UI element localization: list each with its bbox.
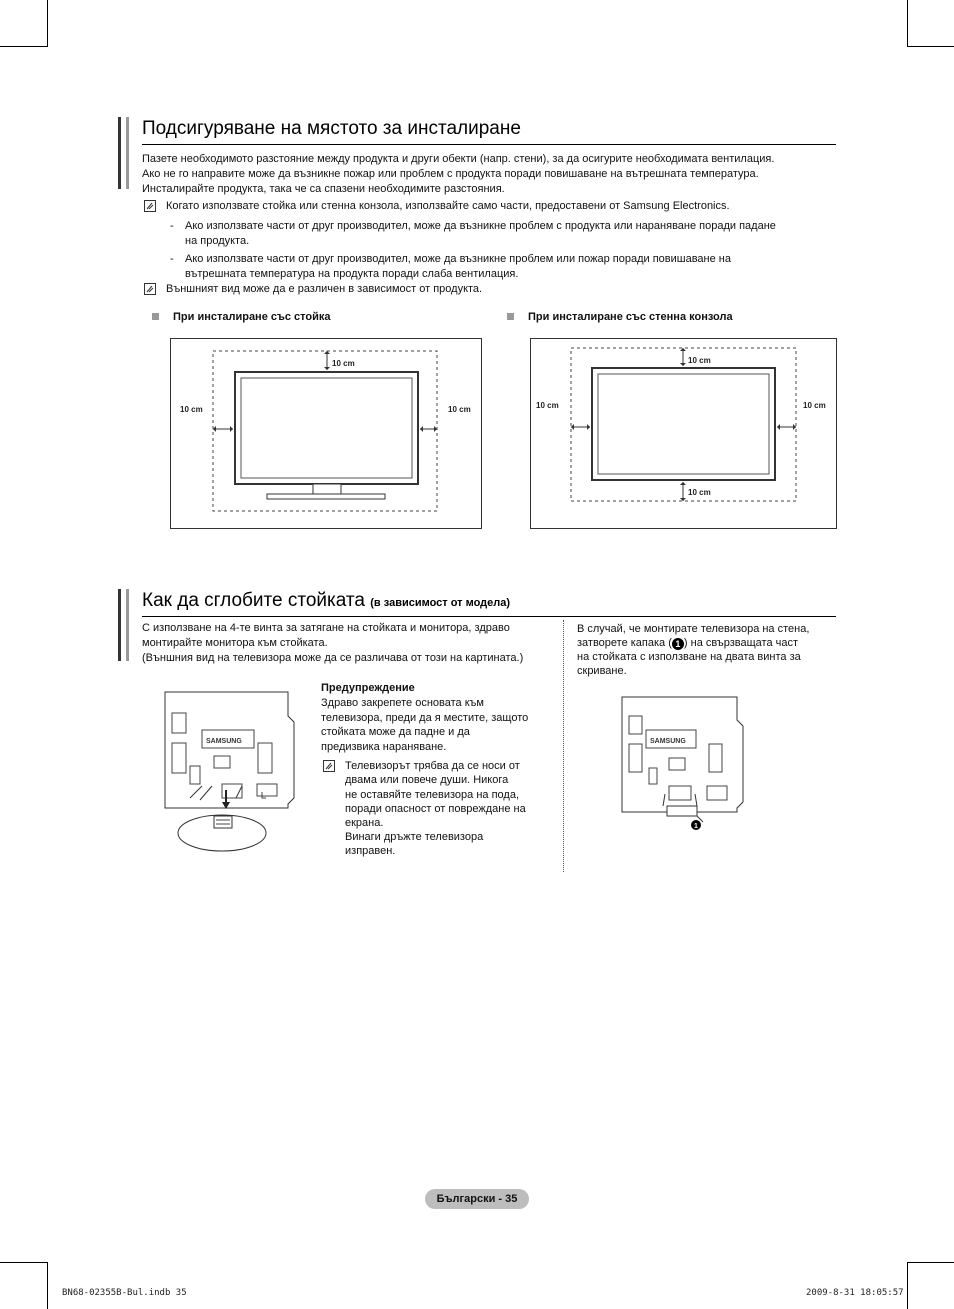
intro-line: Пазете необходимото разстояние между продукта и други обекти (напр. стени), за да осигурите необходимата вентилация. [142,153,775,165]
warning-note: не оставяйте телевизора на пода, [345,789,520,801]
svg-text:SAMSUNG: SAMSUNG [206,738,242,745]
warning-note: поради опасност от повреждане на [345,803,526,815]
dash-bullet: - [170,253,174,265]
section-title: Как да сглобите стойката (в зависимост от модела) [142,590,511,611]
dim-right: 10 cm [448,405,471,414]
warning-text: стойката може да падне и да [321,726,470,738]
svg-text:1: 1 [694,823,698,830]
dim-right: 10 cm [803,401,826,410]
section-subtitle: (в зависимост от модела) [370,597,511,609]
column-divider [563,620,564,872]
dash-bullet: - [170,220,174,232]
section-marker [126,589,129,661]
wall-cover-text: В случай, че монтирате телевизора на стена, [577,623,810,635]
wall-cover-illustration [619,694,749,834]
tv-stand-base [267,494,385,499]
assembly-text: С използване на 4-те винта за затягане на стойката и монитора, здраво [142,622,510,634]
diagram-label-wall: При инсталиране със стенна конзола [528,311,733,323]
note-icon [323,760,335,772]
wall-clearance-diagram [530,338,837,529]
warning-text: предизвика нараняване. [321,741,447,753]
dash-text: Ако използвате части от друг производител, може да възникне проблем с продукта или нараняване поради падане [185,220,776,232]
warning-title: Предупреждение [321,682,415,694]
warning-note: екрана. [345,817,384,829]
dim-bottom: 10 cm [688,488,711,497]
note-text: Когато използвате стойка или стенна конзола, използвайте само части, предоставени от Samsung Electronics. [166,200,730,212]
tv-screen [241,378,412,478]
wall-cover-text: затворете капака ( 1 ) на свързващата част [577,637,799,649]
page-number-badge: Български - 35 [425,1189,529,1209]
dim-left: 10 cm [536,401,559,410]
note-icon [144,283,156,295]
print-slug-right: 2009-8-31 18:05:57 [806,1288,904,1298]
warning-note: двама или повече души. Никога [345,774,509,786]
crop-mark [907,46,954,47]
assembly-text: монтирайте монитора към стойката. [142,637,328,649]
dim-top: 10 cm [688,356,711,365]
wall-cover-text: скриване. [577,665,627,677]
diagram-label-stand: При инсталиране със стойка [173,311,331,323]
crop-mark [907,0,908,47]
stand-assembly-illustration [162,688,300,854]
section-marker [118,589,121,661]
wall-cover-text: на стойката с използване на двата винта за [577,651,801,663]
crop-mark [47,1262,48,1309]
dash-text: Ако използвате части от друг производител, може да възникне проблем или пожар поради повишаване на [185,253,731,265]
crop-mark [907,1262,954,1263]
callout-badge: 1 [672,638,684,650]
crop-mark [0,1262,47,1263]
warning-text: Здраво закрепете основата към [321,697,484,709]
crop-mark [47,0,48,47]
note-icon [144,200,156,212]
warning-note: Телевизорът трябва да се носи от [345,760,520,772]
assembly-text: (Външния вид на телевизора може да се различава от този на картината.) [142,652,524,664]
warning-note: Винаги дръжте телевизора [345,831,484,843]
dim-left: 10 cm [180,405,203,414]
warning-note: изправен. [345,845,396,857]
section-title: Подсигуряване на мястото за инсталиране [142,118,521,139]
warning-text: телевизора, преди да я местите, защото [321,712,529,724]
section-marker [118,117,121,189]
crop-mark [0,46,47,47]
intro-line: Инсталирайте продукта, така че са спазени необходимите разстояния. [142,183,505,195]
print-slug-left: BN68-02355B-Bul.indb 35 [62,1288,187,1298]
title-rule [142,144,836,145]
crop-mark [907,1262,908,1309]
svg-text:SAMSUNG: SAMSUNG [650,738,686,745]
tv-screen [598,374,769,474]
square-bullet [152,313,159,320]
square-bullet [507,313,514,320]
tv-neck [313,484,341,494]
note-text: Външният вид може да е различен в зависимост от продукта. [166,283,483,295]
dash-text: на продукта. [185,235,250,247]
stand-clearance-diagram [170,338,482,529]
section-marker [126,117,129,189]
dash-text: вътрешната температура на продукта поради слаба вентилация. [185,268,519,280]
intro-line: Ако не го направите може да възникне пожар или проблем с продукта поради повишаване на вътрешната температура. [142,168,759,180]
dim-top: 10 cm [332,359,355,368]
title-rule [142,616,836,617]
